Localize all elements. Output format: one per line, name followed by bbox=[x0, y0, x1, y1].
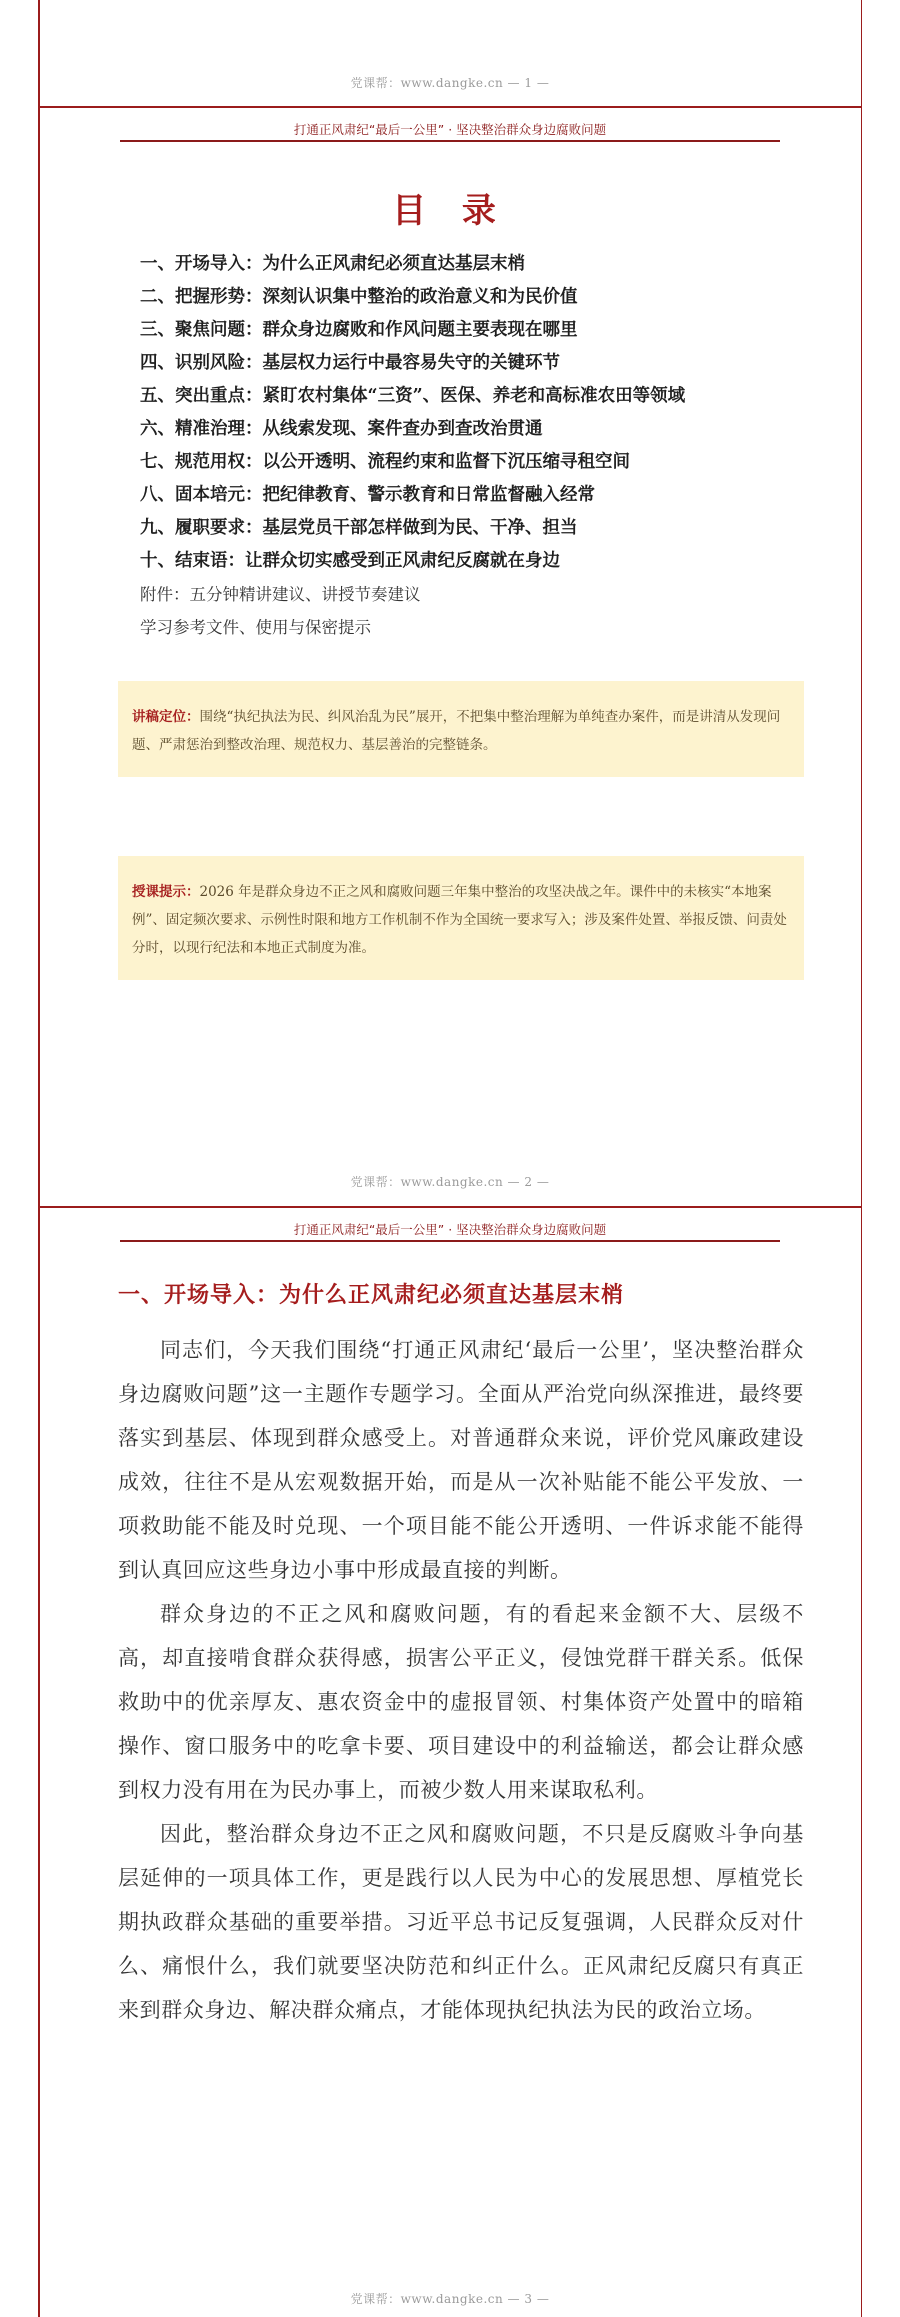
toc-list bbox=[140, 248, 685, 644]
tips-label: 授课提示： bbox=[132, 884, 200, 900]
teaching-tips-note bbox=[118, 856, 804, 980]
toc-item[interactable]: 五、突出重点：紧盯农村集体“三资”、医保、养老和高标准农田等领域 bbox=[140, 386, 686, 406]
header-rule bbox=[120, 1240, 780, 1242]
header-rule bbox=[120, 140, 780, 142]
page-footer: 党课帮：www.dangke.cn — 3 — bbox=[350, 2292, 550, 2306]
toc-item[interactable]: 一、开场导入：为什么正风肃纪必须直达基层末梢 bbox=[140, 254, 525, 274]
body-paragraph: 群众身边的不正之风和腐败问题，有的看起来金额不大、层级不高，却直接啃食群众获得感，损害公平正义，侵蚀党群干群关系。低保救助中的优亲厚友、惠农资金中的虚报冒领、村集体资产处置中的暗箱操作、窗口服务中的吃拿卡要、项目建设中的利益输送，都会让群众感到权力没有用在为民办事上，而被少数人用来谋取私利。 bbox=[118, 1602, 804, 1802]
body-paragraph: 因此，整治群众身边不正之风和腐败问题，不只是反腐败斗争向基层延伸的一项具体工作，更是践行以人民为中心的发展思想、厚植党长期执政群众基础的重要举措。习近平总书记反复强调，人民群众反对什么、痛恨什么，我们就要坚决防范和纠正什么。正风肃纪反腐只有真正来到群众身边、解决群众痛点，才能体现执纪执法为民的政治立场。 bbox=[118, 1822, 804, 2022]
page-border-left bbox=[38, 0, 40, 108]
positioning-note bbox=[118, 681, 804, 777]
running-header: 打通正风肃纪“最后一公里” · 坚决整治群众身边腐败问题 bbox=[293, 122, 607, 137]
toc-item[interactable]: 九、履职要求：基层党员干部怎样做到为民、干净、担当 bbox=[140, 518, 578, 538]
toc-item[interactable]: 二、把握形势：深刻认识集中整治的政治意义和为民价值 bbox=[140, 287, 578, 307]
page-2 bbox=[0, 108, 900, 1208]
tips-text: 2026 年是群众身边不正之风和腐败问题三年集中整治的攻坚决战之年。课件中的未核实“本地案例”、固定频次要求、示例性时限和地方工作机制不作为全国统一要求写入；涉及案件处置、举报反馈、问责处分时，以现行纪法和本地正式制度为准。 bbox=[132, 884, 787, 956]
positioning-text: 围绕“执纪执法为民、纠风治乱为民”展开，不把集中整治理解为单纯查办案件，而是讲清从发现问题、严肃惩治到整改治理、规范权力、基层善治的完整链条。 bbox=[132, 709, 781, 753]
toc-item[interactable]: 八、固本培元：把纪律教育、警示教育和日常监督融入经常 bbox=[140, 485, 595, 505]
toc-item[interactable]: 六、精准治理：从线索发现、案件查办到查改治贯通 bbox=[140, 419, 543, 439]
page-1 bbox=[0, 0, 900, 108]
toc-item[interactable]: 四、识别风险：基层权力运行中最容易失守的关键环节 bbox=[140, 353, 560, 373]
page-border-left bbox=[38, 1208, 40, 2317]
toc-reference-item[interactable]: 学习参考文件、使用与保密提示 bbox=[140, 618, 371, 637]
toc-item[interactable]: 三、聚焦问题：群众身边腐败和作风问题主要表现在哪里 bbox=[140, 320, 578, 340]
body-paragraph: 同志们，今天我们围绕“打通正风肃纪‘最后一公里’，坚决整治群众身边腐败问题”这一主题作专题学习。全面从严治党向纵深推进，最终要落实到基层、体现到群众感受上。对普通群众来说，评价党风廉政建设成效，往往不是从宏观数据开始，而是从一次补贴能不能公平发放、一项救助能不能及时兑现、一个项目能不能公开透明、一件诉求能不能得到认真回应这些身边小事中形成最直接的判断。 bbox=[118, 1338, 804, 1582]
toc-title: 目 录 bbox=[392, 191, 508, 231]
page-footer: 党课帮：www.dangke.cn — 2 — bbox=[350, 1175, 550, 1189]
section-heading: 一、开场导入：为什么正风肃纪必须直达基层末梢 bbox=[118, 1283, 625, 1308]
section-body bbox=[118, 1328, 804, 2032]
page-border-left bbox=[38, 108, 40, 1208]
running-header: 打通正风肃纪“最后一公里” · 坚决整治群众身边腐败问题 bbox=[293, 1222, 607, 1237]
page-footer: 党课帮：www.dangke.cn — 1 — bbox=[350, 76, 550, 90]
toc-item[interactable]: 七、规范用权：以公开透明、流程约束和监督下沉压缩寻租空间 bbox=[140, 452, 630, 472]
positioning-label: 讲稿定位： bbox=[132, 709, 200, 725]
toc-appendix-item[interactable]: 附件：五分钟精讲建议、讲授节奏建议 bbox=[140, 585, 421, 604]
page-3 bbox=[0, 1208, 900, 2317]
page-border-right bbox=[861, 0, 863, 108]
page-border-right bbox=[861, 1208, 863, 2317]
toc-item[interactable]: 十、结束语：让群众切实感受到正风肃纪反腐就在身边 bbox=[140, 551, 560, 571]
page-border-right bbox=[861, 108, 863, 1208]
